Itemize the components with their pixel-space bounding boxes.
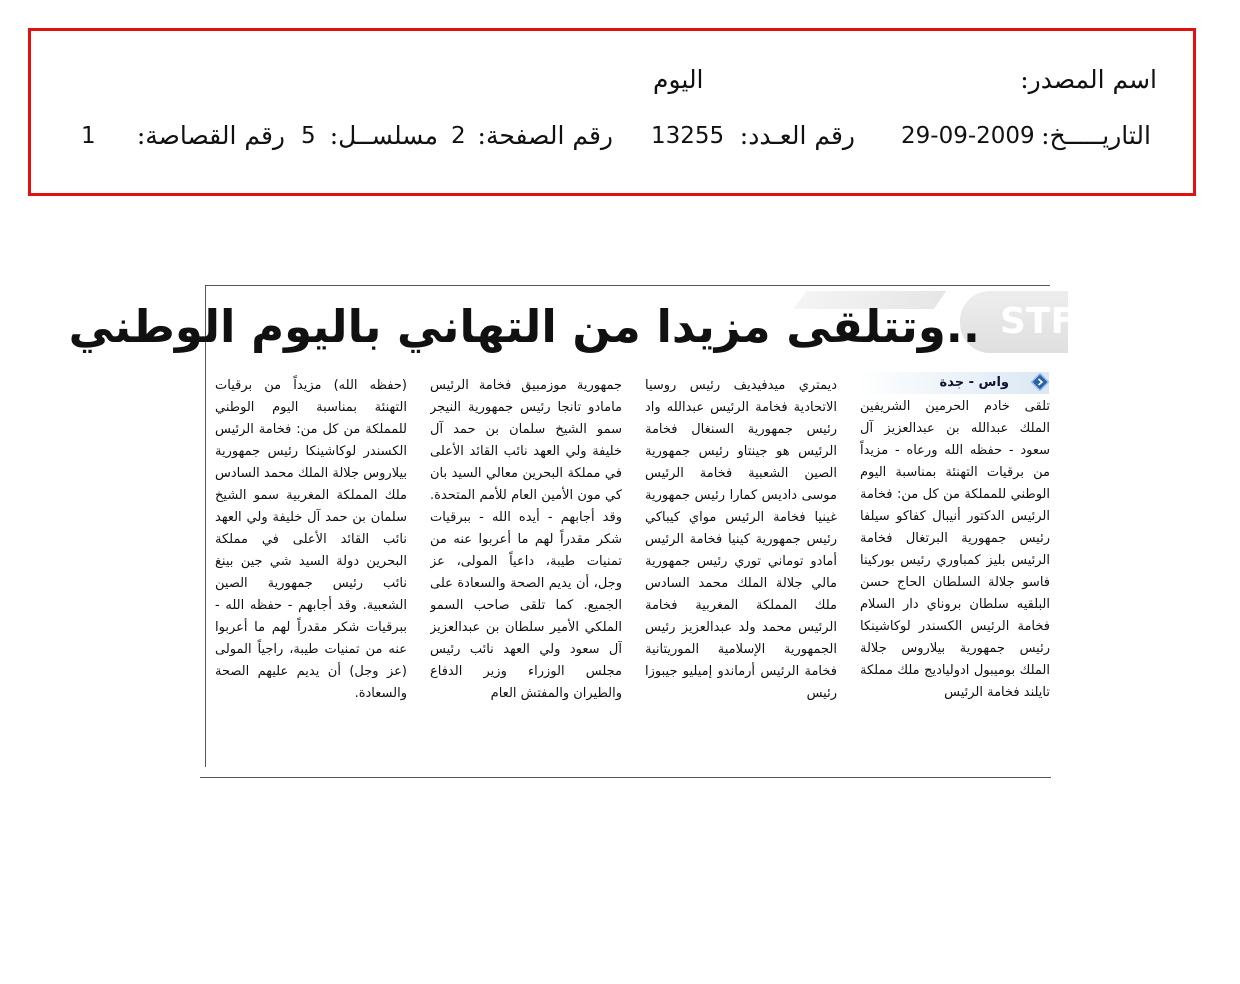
article-column-2	[645, 375, 837, 770]
bottom-rule	[200, 777, 1051, 778]
article-column-1	[860, 396, 1050, 770]
date-label: التاريـــــخ:	[1041, 121, 1151, 150]
left-rule	[205, 285, 206, 767]
date-value: 29-09-2009	[901, 123, 1035, 149]
byline-bar	[857, 372, 1049, 394]
source-value: اليوم	[653, 65, 704, 94]
article-clipping	[68, 283, 1076, 780]
issue-label: رقم العـدد:	[739, 121, 855, 150]
article-column-4	[215, 375, 407, 770]
column-1-text: تلقى خادم الحرمين الشريفين الملك عبدالله بن عبدالعزيز آل سعود - حفظه الله ورعاه - مزيداً من برقيات التهنئة بمناسبة اليوم الوطني للمملكة من كل من: فخامة الرئيس الدكتور أنيبال كفاكو سيلفا رئيس جمهورية البرتغال فخامة الرئيس بليز كمباوري رئيس بوركينا فاسو جلالة السلطان الحاج حسن البلقيه سلطان بروناي دار السلام فخامة الرئيس الكسندر لوكاشينكا رئيس جمهورية بيلاروس جلالة الملك بوميبول ادولياديج ملك مملكة تايلند فخامة الرئيس	[860, 399, 1050, 700]
column-2-text: ديمتري ميدفيديف رئيس روسيا الاتحادية فخامة الرئيس عبدالله واد رئيس جمهورية السنغال فخامة الرئيس هو جينتاو رئيس جمهورية الصين الشعبية فخامة الرئيس موسى داديس كمارا رئيس جمهورية غينيا فخامة الرئيس مواي كيباكي رئيس جمهورية كينيا فخامة الرئيس أمادو توماني توري رئيس جمهورية مالي جلالة الملك محمد السادس ملك المملكة المغربية فخامة الرئيس محمد ولد عبدالعزيز رئيس الجمهورية الإسلامية الموريتانية فخامة الرئيس أرماندو إميليو جيبوزا رئيس	[645, 378, 837, 701]
serial-label: مسلســل:	[329, 121, 438, 150]
article-column-3	[430, 375, 622, 770]
clip-label: رقم القصاصة:	[136, 121, 285, 150]
column-4-text: (حفظه الله) مزيداً من برقيات التهنئة بمناسبة اليوم الوطني للمملكة من كل من: فخامة الرئيس الكسندر لوكاشينكا رئيس جمهورية بيلاروس جلالة الملك محمد السادس ملك المملكة المغربية سمو الشيخ سلمان بن حمد آل خليفة ولي العهد نائب القائد الأعلى في مملكة البحرين دولة السيد شي جين بينغ نائب رئيس جمهورية الصين الشعبية. وقد أجابهم - حفظه الله - ببرقيات شكر مقدراً لهم ما أعربوا عنه من تمنيات طيبة، راجياً المولى (عز وجل) أن يديم عليهم الصحة والسعادة.	[215, 378, 407, 701]
article-headline: ..وتتلقى مزيدا من التهاني باليوم الوطني	[68, 300, 980, 353]
page-label: رقم الصفحة:	[477, 121, 613, 150]
serial-value: 5	[301, 123, 316, 149]
issue-value: 13255	[651, 123, 725, 149]
source-label: اسم المصدر:	[1020, 65, 1157, 94]
diamond-bullet-icon	[1031, 373, 1049, 391]
page-value: 2	[451, 123, 466, 149]
column-3-text: جمهورية موزمبيق فخامة الرئيس مامادو تانجا رئيس جمهورية النيجر سمو الشيخ سلمان بن حمد آل خليفة ولي العهد نائب القائد الأعلى في مملكة البحرين معالي السيد بان كي مون الأمين العام للأمم المتحدة. وقد أجابهم - أيده الله - ببرقيات شكر مقدراً لهم ما أعربوا عنه من تمنيات طيبة، داعياً المولى، عز وجل، أن يديم الصحة والسعادة على الجميع. كما تلقى صاحب السمو الملكي الأمير سلطان بن عبدالعزيز آل سعود ولي العهد نائب رئيس مجلس الوزراء وزير الدفاع والطيران والمفتش العام	[430, 378, 622, 701]
article-byline: واس - جدة	[939, 375, 1009, 390]
clip-value: 1	[81, 123, 96, 149]
source-info-box	[28, 28, 1196, 196]
top-rule	[206, 285, 1050, 286]
agency-watermark-logo: STF	[960, 291, 1068, 353]
